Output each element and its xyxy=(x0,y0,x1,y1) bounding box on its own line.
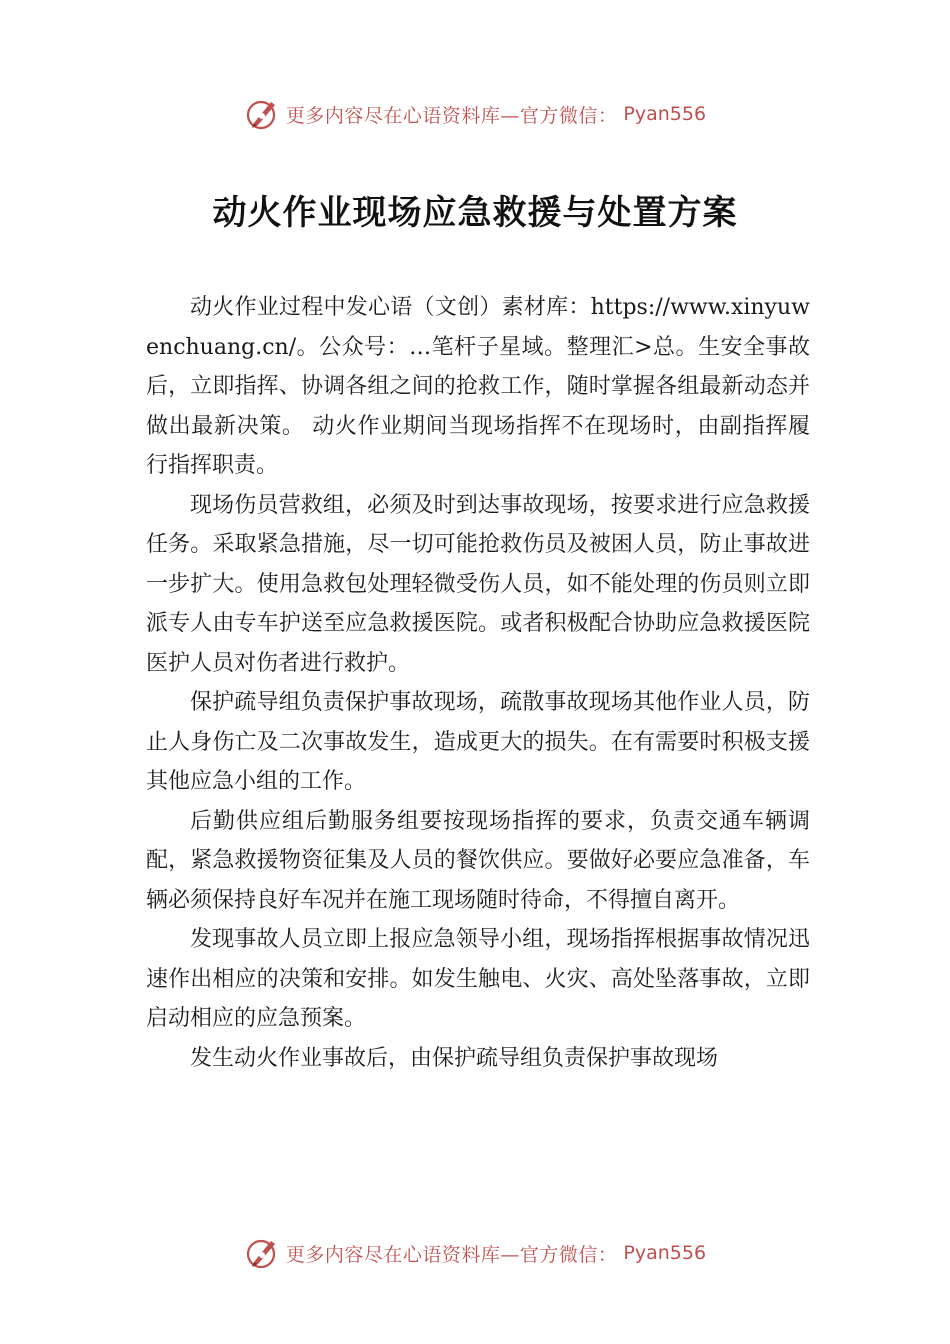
wechat-id: Pyan556 xyxy=(623,1242,707,1264)
paragraph-3: 保护疏导组负责保护事故现场，疏散事故现场其他作业人员，防止人身伤亡及二次事故发生，造成更大的损失。在有需要时积极支援其他应急小组的工作。 xyxy=(146,690,810,794)
document-title: 动火作业现场应急救援与处置方案 xyxy=(212,193,738,233)
footer-banner xyxy=(0,1233,950,1273)
paragraph-5: 发现事故人员立即上报应急领导小组，现场指挥根据事故情况迅速作出相应的决策和安排。如发生触电、火灾、高处坠落事故，立即启动相应的应急预案。 xyxy=(146,927,810,1031)
header-banner xyxy=(0,94,950,134)
banner-text: 更多内容尽在心语资料库—官方微信： xyxy=(285,1243,618,1266)
paragraph-1: 动火作业过程中发心语（文创）素材库：https://www.xinyuwenchuang.cn/。公众号：…笔杆子星域。整理汇>总。生安全事故后，立即指挥、协调各组之间的抢救工作，随时掌握各组最新动态并做出最新决策。 动火作业期间当现场指挥不在现场时，由副指挥履行指挥职责。 xyxy=(146,295,810,478)
pen-logo-icon xyxy=(244,1235,280,1271)
pen-logo-icon xyxy=(244,96,280,132)
paragraph-6: 发生动火作业事故后，由保护疏导组负责保护事故现场 xyxy=(190,1045,719,1071)
document-body xyxy=(146,288,810,1078)
paragraph-2: 现场伤员营救组，必须及时到达事故现场，按要求进行应急救援任务。采取紧急措施，尽一切可能抢救伤员及被困人员，防止事故进一步扩大。使用急救包处理轻微受伤人员，如不能处理的伤员则立即派专人由专车护送至应急救援医院。或者积极配合协助应急救援医院医护人员对伤者进行救护。 xyxy=(146,492,810,676)
banner-text: 更多内容尽在心语资料库—官方微信： xyxy=(285,104,618,127)
paragraph-4: 后勤供应组后勤服务组要按现场指挥的要求，负责交通车辆调配，紧急救援物资征集及人员的餐饮供应。要做好必要应急准备，车辆必须保持良好车况并在施工现场随时待命，不得擅自离开。 xyxy=(146,808,810,913)
wechat-id: Pyan556 xyxy=(623,103,707,125)
